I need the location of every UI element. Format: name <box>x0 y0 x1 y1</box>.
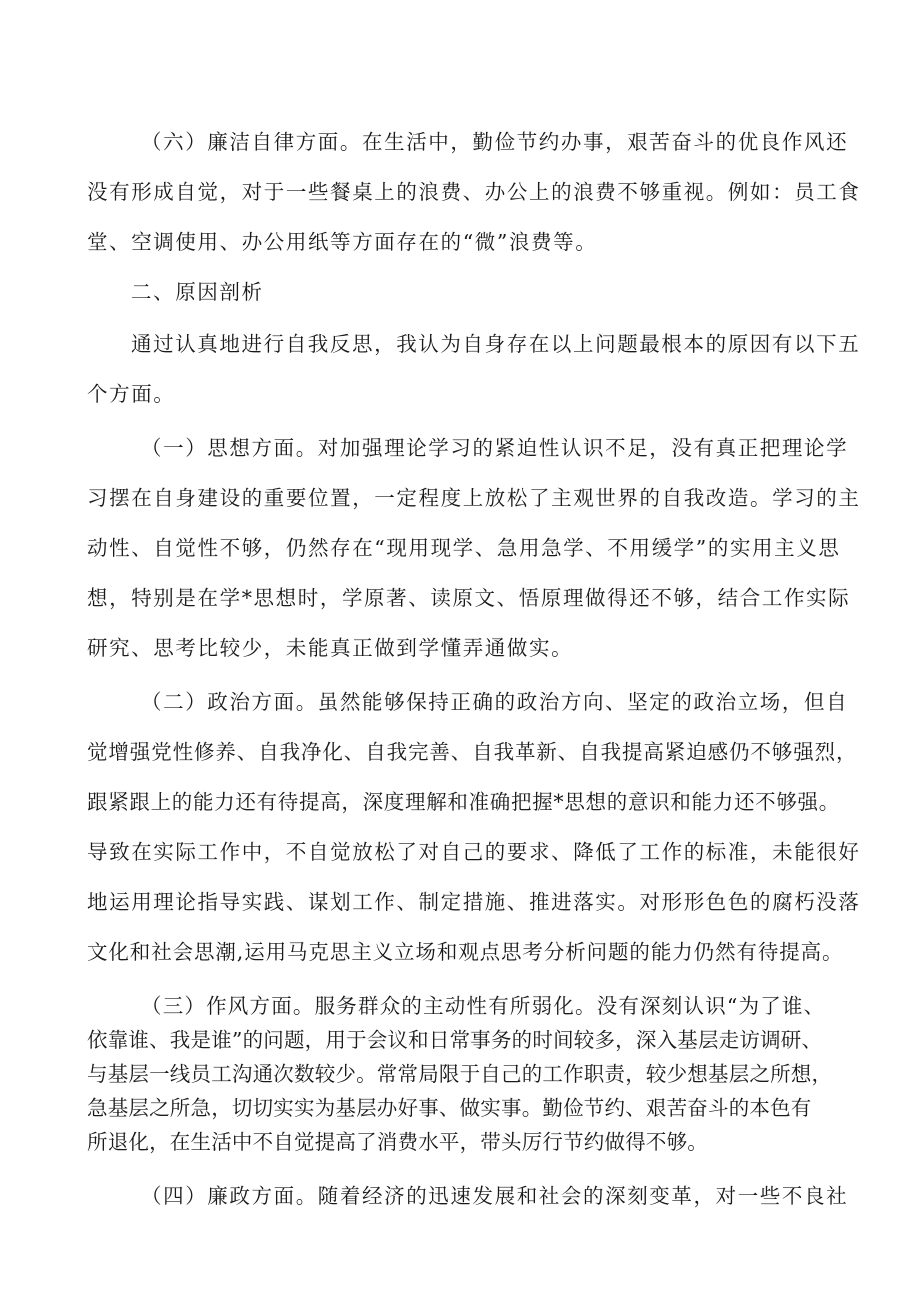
text-line: 与基层一线员工沟通次数较少。常常局限于自己的工作职责，较少想基层之所想， <box>87 1062 833 1086</box>
text-line: 急基层之所急，切切实实为基层办好事、做实事。勤俭节约、艰苦奋斗的本色有 <box>87 1096 812 1120</box>
text-line: 想，特别是在学*思想时，学原著、读原文、悟原理做得还不够，结合工作实际 <box>87 586 851 610</box>
text-line: 地运用理论指导实践、谋划工作、制定措施、推进落实。对形形色色的腐朽没落 <box>87 890 861 914</box>
text-line: 文化和社会思潮,运用马克思主义立场和观点思考分析问题的能力仍然有待提高。 <box>87 940 844 964</box>
section-heading: 二、原因剖析 <box>131 280 264 304</box>
text-line: 导致在实际工作中，不自觉放松了对自己的要求、降低了工作的标准，未能很好 <box>87 840 861 864</box>
text-line: （六）廉洁自律方面。在生活中，勤俭节约办事，艰苦奋斗的优良作风还 <box>141 130 849 154</box>
text-line: （二）政治方面。虽然能够保持正确的政治方向、坚定的政治立场，但自 <box>141 690 849 714</box>
text-line: 没有形成自觉，对于一些餐桌上的浪费、办公上的浪费不够重视。例如：员工食 <box>87 180 861 204</box>
text-line: 依靠谁、我是谁”的问题，用于会议和日常事务的时间较多，深入基层走访调研、 <box>87 1028 823 1052</box>
text-line: 觉增强党性修养、自我净化、自我完善、自我革新、自我提高紧迫感仍不够强烈， <box>87 740 858 764</box>
text-line: 动性、自觉性不够，仍然存在“现用现学、急用急学、不用缓学”的实用主义思 <box>87 536 841 560</box>
text-line: 习摆在自身建设的重要位置，一定程度上放松了主观世界的自我改造。学习的主 <box>87 486 861 510</box>
text-line: 跟紧跟上的能力还有待提高，深度理解和准确把握*思想的意识和能力还不够强。 <box>87 790 840 814</box>
text-line: 所退化，在生活中不自觉提高了消费水平，带头厉行节约做得不够。 <box>87 1130 708 1154</box>
text-line: 个方面。 <box>87 382 176 406</box>
text-line: （一）思想方面。对加强理论学习的紧迫性认识不足，没有真正把理论学 <box>141 436 849 460</box>
text-line: 研究、思考比较少，未能真正做到学懂弄通做实。 <box>87 636 574 660</box>
text-line: （四）廉政方面。随着经济的迅速发展和社会的深刻变革，对一些不良社 <box>141 1184 849 1208</box>
text-line: 通过认真地进行自我反思，我认为自身存在以上问题最根本的原因有以下五 <box>131 332 861 356</box>
text-line: 堂、空调使用、办公用纸等方面存在的“微”浪费等。 <box>87 230 598 254</box>
text-line: （三）作风方面。服务群众的主动性有所弱化。没有深刻认识“为了谁、 <box>141 994 826 1018</box>
